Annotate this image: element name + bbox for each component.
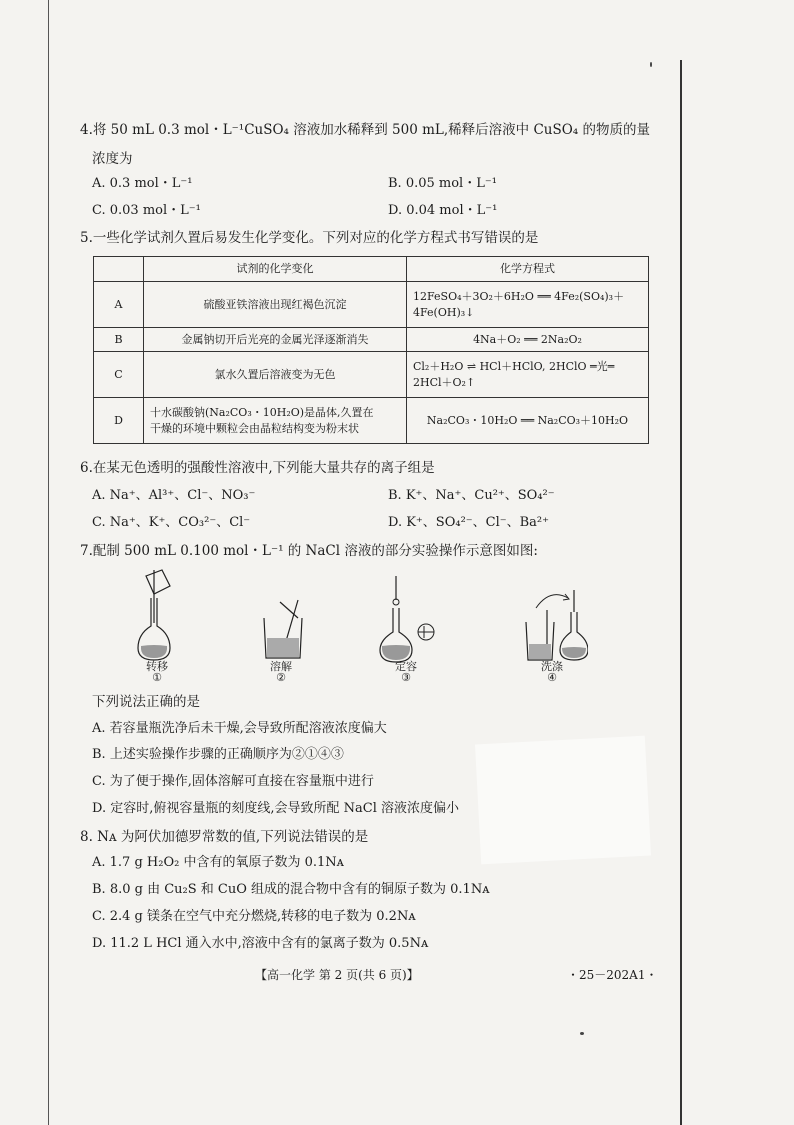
q4-stem-line1: 4.将 50 mL 0.3 mol・L⁻¹CuSO₄ 溶液加水稀释到 500 mL,稀释后溶液中 CuSO₄ 的物质的量	[80, 122, 650, 138]
q5-change-line: 干燥的环境中颗粒会由晶粒结构变为粉末状	[150, 421, 359, 435]
figure-label-wash: 洗涤	[541, 660, 563, 673]
q5-header-label	[94, 257, 144, 282]
q7-option-c: C. 为了便于操作,固体溶解可直接在容量瓶中进行	[92, 774, 374, 789]
q5-row-change: 氯水久置后溶液变为无色	[144, 352, 407, 398]
scan-speck	[650, 62, 652, 67]
q7-stem: 7.配制 500 mL 0.100 mol・L⁻¹ 的 NaCl 溶液的部分实验操作示意图如图:	[80, 543, 538, 559]
q5-table-header	[94, 257, 649, 282]
q5-table	[93, 256, 649, 444]
q5-row-label: C	[94, 352, 144, 398]
q5-eq-line: 2HCl＋O₂↑	[413, 375, 476, 389]
q4-option-a: A. 0.3 mol・L⁻¹	[92, 176, 193, 191]
figure-label-transfer: 转移	[146, 660, 168, 673]
table-row	[94, 282, 649, 328]
figure-number-1: ①	[152, 671, 162, 684]
q6-option-b: B. K⁺、Na⁺、Cu²⁺、SO₄²⁻	[388, 488, 555, 503]
wash-illustration	[522, 588, 588, 664]
q4-option-c: C. 0.03 mol・L⁻¹	[92, 203, 201, 218]
scan-speck	[580, 1032, 584, 1035]
dissolve-illustration	[258, 598, 308, 662]
q7-prompt: 下列说法正确的是	[92, 694, 200, 710]
q5-header-equation: 化学方程式	[407, 257, 649, 282]
q5-row-change	[144, 398, 407, 444]
q8-stem: 8. Nᴀ 为阿伏加德罗常数的值,下列说法错误的是	[80, 829, 369, 845]
q7-option-b: B. 上述实验操作步骤的正确顺序为②①④③	[92, 747, 344, 762]
q5-row-equation	[407, 398, 649, 444]
q5-row-label: A	[94, 282, 144, 328]
table-row	[94, 352, 649, 398]
q5-row-label: B	[94, 328, 144, 352]
figure-number-2: ②	[276, 671, 286, 684]
table-row	[94, 398, 649, 444]
figure-label-fix-volume: 定容	[395, 660, 417, 673]
q5-row-equation	[407, 328, 649, 352]
left-scan-edge	[48, 0, 49, 1125]
q5-row-change: 金属钠切开后光亮的金属光泽逐渐消失	[144, 328, 407, 352]
figure-number-3: ③	[401, 671, 411, 684]
q5-row-equation	[407, 352, 649, 398]
q6-option-d: D. K⁺、SO₄²⁻、Cl⁻、Ba²⁺	[388, 515, 549, 530]
q6-option-c: C. Na⁺、K⁺、CO₃²⁻、Cl⁻	[92, 515, 251, 530]
figure-label-dissolve: 溶解	[270, 660, 292, 673]
fix-volume-illustration	[376, 574, 440, 664]
q8-option-c: C. 2.4 g 镁条在空气中充分燃烧,转移的电子数为 0.2Nᴀ	[92, 909, 416, 924]
paper-patch	[475, 736, 651, 865]
q4-option-b: B. 0.05 mol・L⁻¹	[388, 176, 497, 191]
right-scan-edge	[680, 60, 682, 1125]
q5-change-line: 十水碳酸钠(Na₂CO₃・10H₂O)是晶体,久置在	[150, 405, 374, 419]
q5-row-equation	[407, 282, 649, 328]
q5-row-change: 硫酸亚铁溶液出现红褐色沉淀	[144, 282, 407, 328]
q7-option-d: D. 定容时,俯视容量瓶的刻度线,会导致所配 NaCl 溶液浓度偏小	[92, 801, 459, 816]
q5-eq-line: 12FeSO₄＋3O₂＋6H₂O ══ 4Fe₂(SO₄)₃＋	[413, 289, 625, 303]
q6-option-a: A. Na⁺、Al³⁺、Cl⁻、NO₃⁻	[92, 488, 256, 503]
q5-eq-line: 4Fe(OH)₃↓	[413, 305, 475, 319]
q5-row-label: D	[94, 398, 144, 444]
q8-option-d: D. 11.2 L HCl 通入水中,溶液中含有的氯离子数为 0.5Nᴀ	[92, 936, 429, 951]
q8-option-a: A. 1.7 g H₂O₂ 中含有的氧原子数为 0.1Nᴀ	[92, 855, 344, 870]
q5-eq-line: 4Na＋O₂ ══ 2Na₂O₂	[473, 332, 582, 346]
table-row	[94, 328, 649, 352]
figure-number-4: ④	[547, 671, 557, 684]
page-footer-title: 【高一化学 第 2 页(共 6 页)】	[255, 968, 419, 982]
q5-eq-line: Na₂CO₃・10H₂O ══ Na₂CO₃＋10H₂O	[426, 413, 629, 427]
q8-option-b: B. 8.0 g 由 Cu₂S 和 CuO 组成的混合物中含有的铜原子数为 0.1Nᴀ	[92, 882, 490, 897]
q6-stem: 6.在某无色透明的强酸性溶液中,下列能大量共存的离子组是	[80, 460, 435, 476]
q7-option-a: A. 若容量瓶洗净后未干燥,会导致所配溶液浓度偏大	[92, 721, 387, 736]
q5-stem: 5.一些化学试剂久置后易发生化学变化。下列对应的化学方程式书写错误的是	[80, 230, 539, 246]
q5-eq-line: Cl₂＋H₂O ⇌ HCl＋HClO, 2HClO ═光═	[413, 359, 615, 373]
q5-header-change: 试剂的化学变化	[144, 257, 407, 282]
page-footer-code: ・25－202A1・	[567, 968, 658, 982]
q4-stem-line2: 浓度为	[92, 151, 133, 167]
transfer-illustration	[132, 568, 192, 666]
q4-option-d: D. 0.04 mol・L⁻¹	[388, 203, 498, 218]
